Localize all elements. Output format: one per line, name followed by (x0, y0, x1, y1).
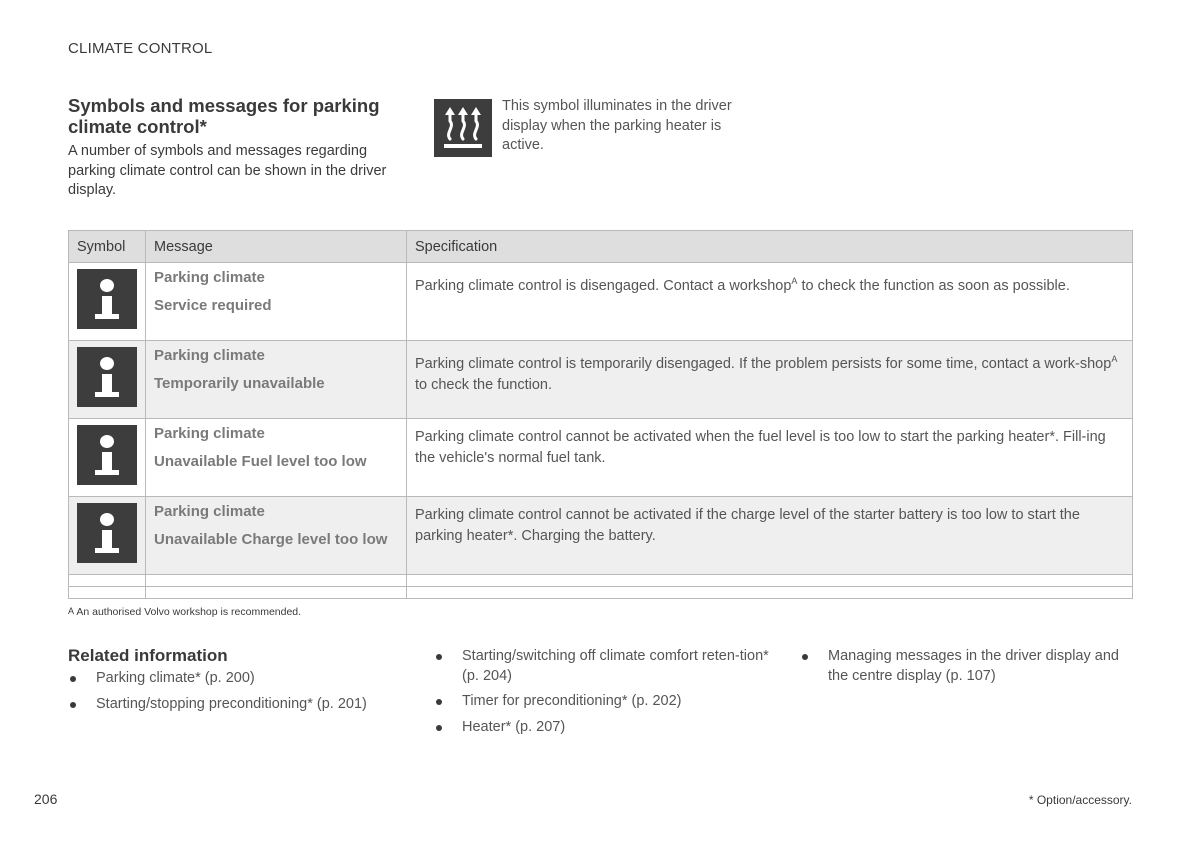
symbol-cell (69, 341, 146, 419)
related-link[interactable]: Starting/switching off climate comfort reten-tion* (p. 204) (434, 647, 774, 686)
info-icon (77, 503, 137, 563)
symbol-cell (69, 497, 146, 575)
message-subtitle: Unavailable Fuel level too low (154, 453, 367, 470)
message-subtitle: Temporarily unavailable (154, 375, 325, 392)
message-title: Parking climate (154, 425, 265, 442)
specification-cell (407, 497, 1133, 575)
footnote-marker: A (68, 606, 75, 616)
option-accessory-note: * Option/accessory. (1028, 793, 1132, 807)
message-subtitle: Unavailable Charge level too low (154, 531, 388, 548)
spec-text: Parking climate control is disengaged. Contact a workshop (415, 277, 792, 294)
specification-cell (407, 419, 1133, 497)
specification-cell (407, 341, 1133, 419)
chapter-title: CLIMATE CONTROL (68, 40, 213, 57)
message-title: Parking climate (154, 347, 265, 364)
related-link[interactable]: Heater* (p. 207) (434, 718, 774, 738)
spec-text: Parking climate control cannot be activated when the fuel level is too low to start the parking heater*. Fill-ing the vehicle's normal fuel tank. (415, 429, 1106, 466)
spec-text-end: to check the function as soon as possible. (797, 277, 1070, 294)
spec-text-end: to check the function. (415, 376, 553, 393)
related-link[interactable]: Managing messages in the driver display and the centre display (p. 107) (800, 647, 1140, 686)
message-cell (146, 341, 407, 419)
table-empty-row (69, 575, 1133, 587)
parking-heater-icon (434, 99, 492, 157)
table-row (69, 419, 1133, 497)
table-row (69, 341, 1133, 419)
message-subtitle: Service required (154, 297, 272, 314)
related-link[interactable]: Timer for preconditioning* (p. 202) (434, 692, 774, 712)
bullet-icon (436, 725, 442, 731)
message-title: Parking climate (154, 269, 265, 286)
bullet-icon (436, 654, 442, 660)
footnote-ref: A (791, 276, 798, 286)
bullet-icon (802, 654, 808, 660)
header-message: Message (146, 231, 407, 263)
section-heading: Symbols and messages for parking climate control* (68, 95, 380, 137)
related-info-title: Related information (68, 646, 228, 665)
message-cell (146, 419, 407, 497)
related-link[interactable]: Starting/stopping preconditioning* (p. 201) (68, 695, 408, 715)
related-links-col1 (68, 669, 408, 720)
intro-text: A number of symbols and messages regarding parking climate control can be shown in the driver display. (68, 143, 387, 198)
spec-text: Parking climate control cannot be activated if the charge level of the starter battery is too low to start the parking heater*. Charging the battery. (415, 507, 1080, 544)
spec-text: Parking climate control is temporarily disengaged. If the problem persists for some time, contact a work-shop (415, 355, 1112, 372)
bullet-icon (70, 676, 76, 682)
header-specification: Specification (407, 231, 1133, 263)
related-link[interactable]: Parking climate* (p. 200) (68, 669, 408, 689)
bullet-icon (70, 702, 76, 708)
message-title: Parking climate (154, 503, 265, 520)
table-row (69, 263, 1133, 341)
info-icon (77, 347, 137, 407)
symbol-cell (69, 263, 146, 341)
info-icon (77, 269, 137, 329)
footnote-ref: A (1111, 354, 1118, 364)
bullet-icon (436, 699, 442, 705)
page-number: 206 (34, 791, 58, 807)
table-footnote (68, 606, 301, 618)
info-icon (77, 425, 137, 485)
footnote-text: An authorised Volvo workshop is recommended. (76, 606, 302, 618)
header-symbol: Symbol (69, 231, 146, 263)
table-empty-row (69, 587, 1133, 599)
heater-symbol-text: This symbol illuminates in the driver display when the parking heater is active. (502, 98, 732, 153)
related-links-col2 (434, 647, 774, 743)
table-row (69, 497, 1133, 575)
related-links-col3 (800, 647, 1140, 692)
table-header-row (69, 231, 1133, 263)
symbol-cell (69, 419, 146, 497)
message-cell (146, 263, 407, 341)
message-cell (146, 497, 407, 575)
specification-cell (407, 263, 1133, 341)
messages-table (68, 230, 1133, 599)
